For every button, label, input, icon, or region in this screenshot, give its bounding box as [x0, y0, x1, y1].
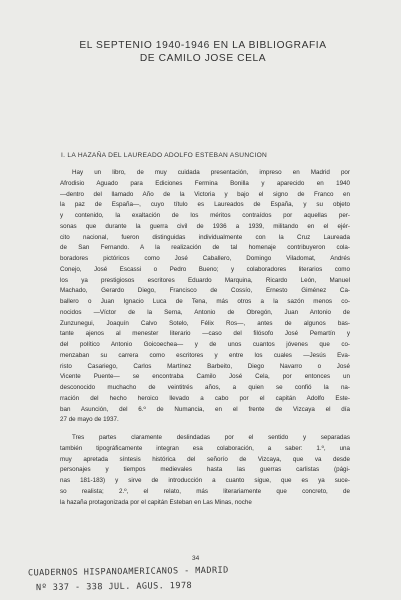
- body-line: risto Casariego, Carlos Martínez Barbeito, Diego Navarro o José: [60, 362, 350, 370]
- body-line: ballero o Juan Ignacio Luca de Tena, más otros a la sazón menos co-: [60, 298, 350, 305]
- body-line: la hazaña protagonizada por el capitán Esteban en Las Minas, noche: [60, 498, 252, 506]
- body-text: [60, 168, 350, 508]
- body-line: Afrodisio Aguado para Ediciones Fermina Bonilla y aparecido en 1940: [60, 179, 350, 187]
- body-line: y contenido, la exaltación de los méritos contraídos por aquellas per-: [60, 212, 350, 219]
- body-line: desconocido muchacho de veintitrés años, a quien se confió la na-: [60, 384, 350, 391]
- body-line: Hay un libro, de muy cuidada presentación, impreso en Madrid por: [72, 169, 350, 176]
- body-line: sonas que durante la guerra civil de 1936 a 1939, militando en el ejér-: [60, 222, 350, 230]
- body-line: 27 de mayo de 1937.: [60, 416, 119, 424]
- body-line: Vicente Puente— se encontraba Camilo José Cela, por entonces un: [60, 373, 350, 381]
- body-line: so realista; 2.º, el relato, más literariamente que concreto, de: [60, 487, 350, 495]
- body-line: —dentro del llamado Año de la Victoria y bajo el signo de Franco en: [60, 190, 350, 198]
- body-line: tante ajenos al menester literario —caso del filósofo José Pemartín y: [60, 330, 350, 338]
- body-line: muy apretada síntesis histórica del señorío de Vizcaya, que va desde: [60, 455, 350, 463]
- body-line: la paz de España—, cuyo título es Laureados de España, y su objeto: [60, 201, 350, 209]
- handwritten-issue-note: Nº 337 - 338 JUL. AGUS. 1978: [35, 580, 193, 594]
- body-line: del político Antonio Goicoechea— y de unos cuantos jóvenes que co-: [60, 341, 350, 348]
- body-line: rración del hecho heroico llevado a cabo por el capitán Adolfo Este-: [60, 394, 350, 402]
- body-line: Zunzunegui, Joaquín Calvo Sotelo, Félix Ros—, antes de algunos bas-: [60, 319, 350, 327]
- body-line: boradores pictóricos como José Caballero, Domingo Viladomat, Andrés: [60, 255, 350, 262]
- body-line: Tres partes claramente deslindadas por el sentido y separadas: [72, 434, 350, 441]
- title-line-1: EL SEPTENIO 1940-1946 EN LA BIBLIOGRAFIA: [79, 40, 327, 51]
- body-line: personajes y tiempos medievales hasta las guerras carlistas (pági-: [60, 466, 350, 474]
- body-line: de San Fernando. A la realización de tal homenaje contribuyeron cola-: [60, 244, 350, 252]
- title-line-2: DE CAMILO JOSE CELA: [139, 53, 267, 64]
- body-line: cito nacional, fueron distinguidas individualmente con la Cruz Laureada: [60, 233, 350, 241]
- body-line: nas 181-183) y sirve de introducción a cuanto sigue, que es ya suce-: [60, 477, 350, 484]
- body-line: nocidos —Víctor de la Serna, Antonio de Obregón, Juan Antonio de: [60, 308, 350, 316]
- body-line: los ya prestigiosos escritores Eduardo Marquina, Ricardo León, Manuel: [60, 276, 350, 284]
- body-line: también tipográficamente integran esa colaboración, a saber: 1.º, una: [60, 444, 350, 452]
- body-line: Conejo, José Escassi o Pedro Bueno; y colaboradores literarios como: [60, 265, 350, 273]
- body-line: menzaban su carrera como escritores y entre los cuales —Jesús Eva-: [60, 351, 350, 359]
- page-number: 34: [192, 555, 200, 562]
- handwritten-source-note: CUADERNOS HISPANOAMERICANOS - MADRID: [27, 565, 229, 579]
- body-line: Machado, Gerardo Diego, Francisco de Cossío, Ernesto Giménez Ca-: [60, 287, 350, 295]
- body-line: ban Asunción, del 6.º de Numancia, en el frente de Vizcaya el día: [60, 405, 350, 413]
- section-heading: I. LA HAZAÑA DEL LAUREADO ADOLFO ESTEBAN ASUNCION: [61, 152, 268, 159]
- article-title: [58, 39, 348, 65]
